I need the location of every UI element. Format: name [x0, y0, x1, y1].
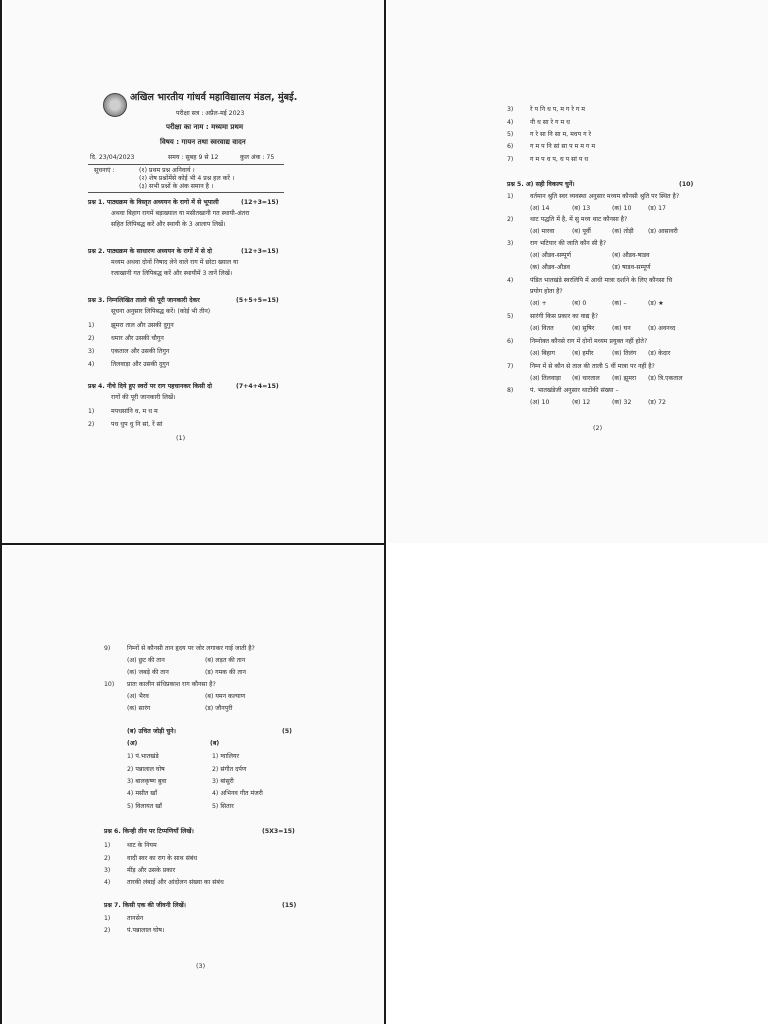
- mcq-option: (ब) पूर्वी: [572, 228, 591, 235]
- question-1-line: अथवा बिहाग रागमें बड़ाख्याल या मसीतखानी गत स्थायी-अंतरा: [111, 210, 250, 217]
- left-border: [0, 0, 2, 1024]
- mcq-number: 3): [507, 240, 514, 247]
- question-1: प्रश्न 1. पाठ्यक्रम के विस्तृत अध्ययन के रागो में से भूपाली: [88, 199, 219, 206]
- match-col-a-item: 4) मसीत खाँ: [127, 790, 157, 797]
- mcq-option: (ड) 72: [648, 399, 666, 406]
- mcq-option: (अ) 10: [530, 399, 550, 406]
- mcq-option: (क) 32: [612, 399, 632, 406]
- exam-name: परीक्षा का नाम : मध्यमा प्रथम: [166, 123, 244, 131]
- list-number: 2): [88, 335, 95, 342]
- mcq-question: निम्न में से कौन से ताल की ताली 5 वीं मात्रा पर नहीं है?: [530, 363, 655, 370]
- list-number: 7): [507, 156, 514, 163]
- instructions-label: सूचनाएं :: [94, 167, 115, 174]
- list-item: एकताल और उसकी तिगुन: [111, 348, 170, 355]
- mcq-number: 9): [104, 645, 111, 652]
- list-item: ग म प ध प, ध प सां प ध: [530, 156, 589, 163]
- match-col-a-item: 1) पं.भातखंडे: [127, 753, 159, 760]
- list-number: 1): [88, 408, 95, 415]
- list-number: 3): [507, 106, 514, 113]
- institute-logo: [103, 93, 127, 117]
- list-item: थाट के नियम: [127, 842, 157, 849]
- list-item: रे प नि ध प, म ग रे ग म: [530, 106, 585, 113]
- mcq-number: 6): [507, 338, 514, 345]
- match-title: (ब) उचित जोड़ी चुने।: [127, 728, 176, 735]
- page-3-panel: [4, 547, 384, 1024]
- mcq-question: निम्नों से कौनसी तान हृदय पर जोर लगाकर गाई जाती है?: [127, 645, 255, 652]
- exam-time: समय : सुबह 9 से 12: [168, 154, 219, 161]
- mcq-option: (अ) बिहाग: [530, 350, 556, 357]
- mcq-option: (ब) हमीर: [572, 350, 594, 357]
- mcq-option: (अ) +: [530, 300, 547, 307]
- list-item: वादी स्वर का राग के साथ संबंध: [127, 855, 198, 862]
- mcq-option: (क) –: [612, 300, 627, 307]
- mcq-question: पंडित भातखंडे स्वरलिपि में आधी मात्रा दर्शाने के लिए कौनसा चि: [530, 277, 673, 284]
- mcq-number: 5): [507, 313, 514, 320]
- question-2-line: रजाखानी गत लिपिबद्ध करें और स्थायीमें 3 तानें लिखें।: [111, 270, 233, 277]
- mcq-option: (ब) सुषिर: [572, 325, 595, 332]
- question-5-marks: (10): [679, 181, 694, 188]
- mcq-option: (ड) त्रि.एकताल: [648, 375, 683, 382]
- mcq-option: (ड) केदार: [648, 350, 671, 357]
- match-col-b-item: 2) संगीत दर्पण: [212, 766, 247, 773]
- mcq-option: (क) औडव-औडव: [530, 264, 570, 271]
- question-1-marks: (12+3=15): [241, 199, 279, 206]
- list-item: झूमरा ताल और उसकी दुगुन: [111, 322, 174, 329]
- mcq-option: (क) झूमरा: [612, 375, 637, 382]
- mcq-option: (क) घन: [612, 325, 631, 332]
- exam-date: दि. 23/04/2023: [90, 154, 135, 161]
- question-3: प्रश्न 3. निम्नलिखित तालो की पूरी जानकारी देकर: [88, 297, 200, 304]
- mcq-option: (क) तोड़ी: [612, 228, 634, 235]
- mcq-option: (क) 10: [612, 205, 632, 212]
- mcq-option: (अ) तिलवाड़ा: [530, 375, 561, 382]
- mcq-question: वर्तमान श्रुति स्वर व्यवस्था अनुसार मध्यम कौनसी श्रुति पर स्थित है?: [530, 193, 680, 200]
- mcq-option: (ब) 13: [572, 205, 591, 212]
- list-item: धमार और उसकी चौगुन: [111, 335, 164, 342]
- list-number: 6): [507, 143, 514, 150]
- question-6: प्रश्न 6. किन्ही तीन पर टिप्पणियाँ लिखें।: [104, 828, 194, 835]
- question-3-subtext: सूचना अनुसार लिपिबद्ध करें। (कोई भी तीन): [111, 308, 211, 315]
- list-item: मपधसांनि ध, म ध म: [111, 408, 158, 415]
- list-number: 4): [507, 119, 514, 126]
- center-divider: [384, 0, 386, 546]
- mcq-option: (अ) मारवा: [530, 228, 555, 235]
- match-col-b-item: 3) बांसुरी: [212, 778, 234, 785]
- mcq-question: पं. भातखंडेजी अनुसार थाटोंकी संख्या –: [530, 387, 619, 394]
- mcq-option: (ड) अवनध्द: [648, 325, 676, 332]
- instruction-item: (१) प्रथम प्रश्न अनिवार्य ।: [139, 167, 195, 174]
- match-col-b-item: 5) सितार: [212, 803, 234, 810]
- list-number: 1): [104, 915, 111, 922]
- exam-subject: विषय : गायन तथा स्वरवाद्य वादन: [160, 138, 246, 146]
- mcq-number: 2): [507, 216, 514, 223]
- mcq-option: (ब) यमन कल्याण: [205, 693, 246, 700]
- mcq-option: (अ) औडव-सम्पूर्ण: [530, 252, 571, 259]
- mcq-option: (ब) 0: [572, 300, 587, 307]
- mcq-question: निम्नोक्त कौनसे राग में दोनों मध्यम प्रयुक्त नहीं होते?: [530, 338, 648, 345]
- mcq-number: 10): [104, 681, 115, 688]
- instruction-item: (२) शेष प्रश्नोंमेंसे कोई भी 4 प्रश्न हल करें ।: [139, 175, 235, 182]
- mcq-number: 8): [507, 387, 514, 394]
- question-4: प्रश्न 4. नीचे दिये हुए स्वरों पर राग पहचानकर किसी दो: [88, 383, 212, 390]
- list-number: 2): [104, 927, 111, 934]
- mcq-question: राग भटियार की जाति कौन सी है?: [530, 240, 607, 247]
- mcq-option: (ब) औडव-षाडव: [612, 252, 650, 259]
- question-6-marks: (5X3=15): [262, 828, 295, 835]
- instruction-item: (३) सभी प्रश्नों के अंक समान है ।: [139, 183, 214, 190]
- question-7-marks: (15): [282, 902, 297, 909]
- list-item: तारकी लंबाई और आंदोलन संख्या का संबंध: [127, 879, 224, 886]
- list-number: 3): [104, 867, 111, 874]
- mcq-option: (ड) षाडव-सम्पूर्ण: [612, 264, 651, 271]
- page-3-right-border: [384, 546, 386, 1024]
- list-number: 4): [104, 879, 111, 886]
- mcq-option: (ब) 12: [572, 399, 591, 406]
- list-number: 4): [88, 361, 95, 368]
- question-2: प्रश्न 2. पाठ्यक्रम के साधारण अध्ययन के रागों में से दो: [88, 248, 213, 255]
- mcq-option: (ब) चारताल: [572, 375, 600, 382]
- match-marks: (5): [282, 728, 292, 735]
- mcq-option: (ब) लड़त की तान: [205, 657, 246, 664]
- list-item: तानसेन: [127, 915, 144, 922]
- mcq-option: (क) जबड़े की तान: [127, 669, 169, 676]
- list-number: 3): [88, 348, 95, 355]
- question-1-line: सहित लिपिबद्ध करें और स्थायी के 3 आलाप लिखें।: [111, 221, 226, 228]
- header-rule: [88, 164, 284, 165]
- mcq-option: (अ) 14: [530, 205, 550, 212]
- match-col-a-head: (अ): [127, 740, 138, 747]
- list-item: नी ध सा रे ग म ध: [530, 119, 570, 126]
- question-4-marks: (7+4+4=15): [236, 383, 279, 390]
- match-col-b-item: 1) ग्वालियर: [212, 753, 240, 760]
- mcq-option: (क) सारंग: [127, 705, 151, 712]
- question-2-line: मध्यम अथवा दोनों निषाद लेने वाले राग में छोटा ख्याल या: [111, 259, 239, 266]
- list-number: 1): [88, 322, 95, 329]
- institute-title: अखिल भारतीय गांधर्व महाविद्यालय मंडल, मुंबई.: [130, 92, 298, 103]
- match-col-a-item: 3) बालकृष्ण बुवा: [127, 778, 167, 785]
- mcq-option: (अ) वितत: [530, 325, 554, 332]
- page-2-panel: [388, 0, 768, 543]
- mcq-option: (अ) छुट की तान: [127, 657, 165, 664]
- mcq-question: सारंगी किस प्रकार का वाद्य है?: [530, 313, 599, 320]
- mcq-option: (अ) भैरव: [127, 693, 149, 700]
- match-col-b-head: (ब): [210, 740, 220, 747]
- question-7: प्रश्न 7. किसी एक की जीवनी लिखें।: [104, 902, 187, 909]
- mcq-option: (ड) 17: [648, 205, 666, 212]
- match-col-a-item: 5) विलायत खाँ: [127, 803, 162, 810]
- mcq-number: 1): [507, 193, 514, 200]
- mcq-question: थाट पद्धति में है, में सु मध्य थाट कौनसा है?: [530, 216, 628, 223]
- question-4-subtext: रागों की पूरी जानकारी लिखें।: [111, 394, 176, 401]
- list-number: 2): [104, 855, 111, 862]
- page-number: (1): [176, 434, 186, 442]
- list-item: ग म प नि सां सा प म म ग म: [530, 143, 596, 150]
- middle-divider: [0, 543, 386, 545]
- match-col-a-item: 2) पन्नालाल घोष: [127, 766, 165, 773]
- list-number: 5): [507, 131, 514, 138]
- list-item: ग रे सा नि सा म, मधप ग रे: [530, 131, 592, 138]
- list-item: तिलवाड़ा और उसकी दुगुन: [111, 361, 170, 368]
- page-number: (2): [593, 424, 603, 432]
- list-number: 2): [88, 421, 95, 428]
- page-number: (3): [196, 962, 206, 970]
- list-item: पं.पन्नालाल घोष।: [127, 927, 165, 934]
- mcq-question: प्रातः कालीन संधिप्रकाश राग कौनसा है?: [127, 681, 216, 688]
- mcq-number: 4): [507, 277, 514, 284]
- question-5: प्रश्न 5. अ) सही विकल्प चुनें।: [507, 181, 575, 188]
- instructions-rule: [88, 192, 284, 193]
- mcq-option: (ड) गमक की तान: [205, 669, 246, 676]
- mcq-option: (क) तिलंग: [612, 350, 637, 357]
- match-col-b-item: 4) अभिनव गीत मंजरी: [212, 790, 263, 797]
- list-item: मींड़ और उसके प्रकार: [127, 867, 176, 874]
- exam-session: परीक्षा सत्र : अप्रैल-मई 2023: [176, 110, 245, 117]
- mcq-option: (ड) जौनपुरी: [205, 705, 233, 712]
- mcq-question-cont: प्रयोग होता है?: [530, 288, 563, 295]
- list-item: पध धुप धु नि सां, रें सां: [111, 421, 163, 428]
- question-3-marks: (5+5+5=15): [236, 297, 279, 304]
- mcq-option: (ड) ★: [648, 300, 664, 307]
- question-2-marks: (12+3=15): [241, 248, 279, 255]
- mcq-number: 7): [507, 363, 514, 370]
- mcq-option: (ड) आसावरी: [648, 228, 678, 235]
- list-number: 1): [104, 842, 111, 849]
- exam-total-marks: कुल अंक : 75: [240, 154, 275, 161]
